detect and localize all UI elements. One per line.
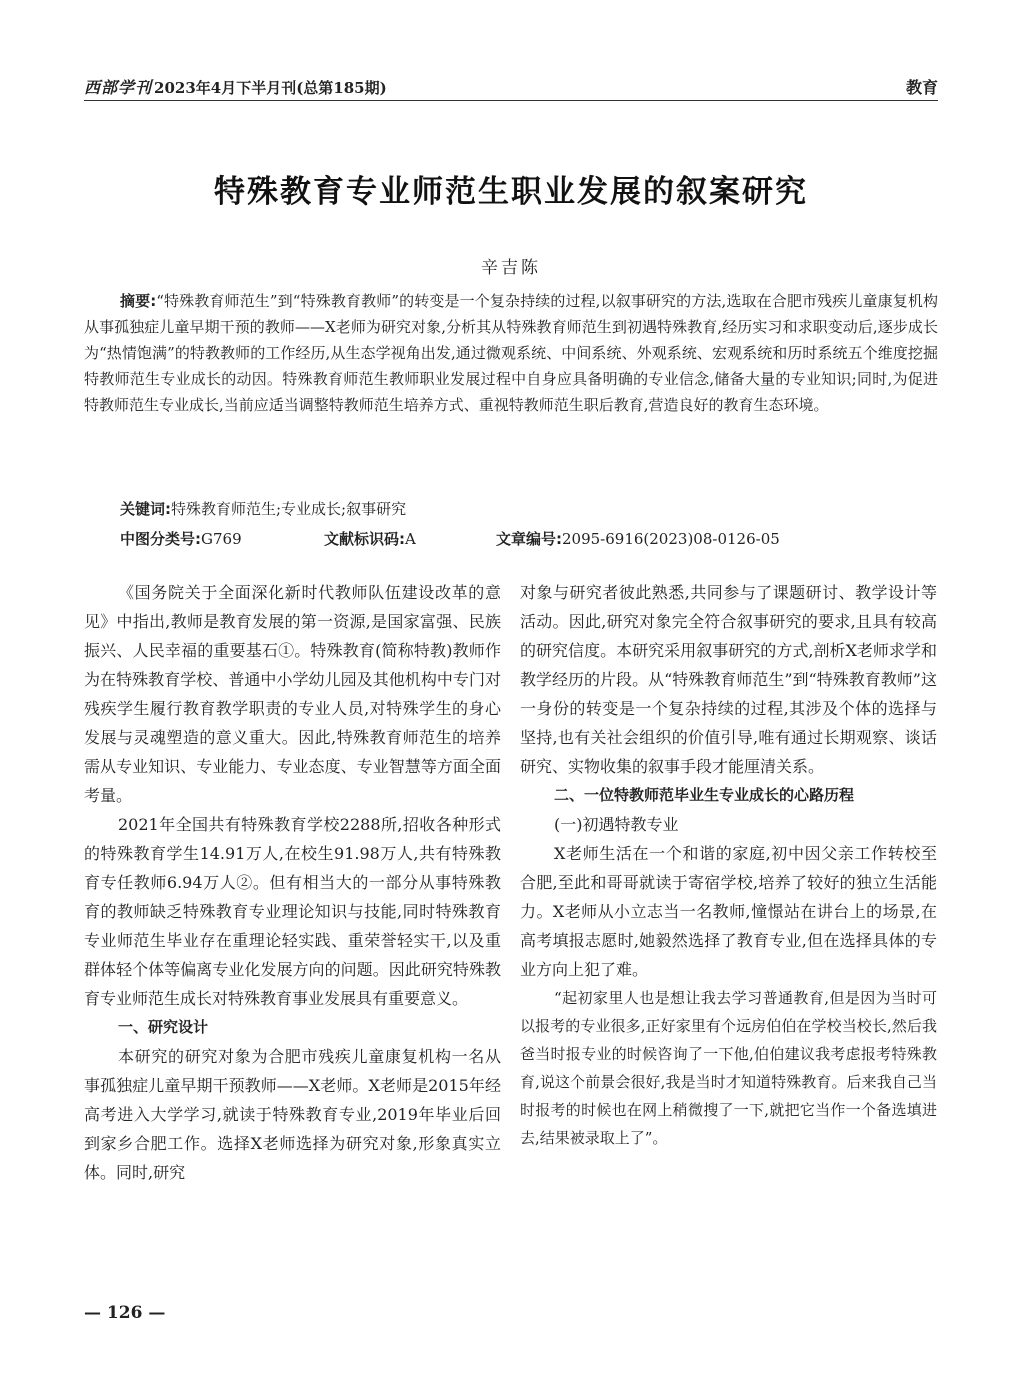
body-paragraph: 对象与研究者彼此熟悉,共同参与了课题研讨、教学设计等活动。因此,研究对象完全符合叙事研究的要求,且具有较高的研究信度。本研究采用叙事研究的方式,剖析X老师求学和教学经历的片段。从“特殊教育师范生”到“特殊教育教师”这一身份的转变是一个复杂持续的过程,其涉及个体的选择与坚持,也有关社会组织的价值引导,唯有通过长期观察、谈话研究、实物收集的叙事手段才能厘清关系。: [520, 583, 937, 776]
running-header: [84, 72, 938, 98]
issue-text: 2023年4月下半月刊(总第185期): [154, 79, 387, 97]
body-paragraph: X老师生活在一个和谐的家庭,初中因父亲工作转校至合肥,至此和哥哥就读于寄宿学校,培养了较好的独立生活能力。X老师从小立志当一名教师,憧憬站在讲台上的场景,在高考填报志愿时,她毅然选择了教育专业,但在选择具体的专业方向上犯了难。: [520, 844, 937, 979]
author-name: 辛吉陈: [481, 258, 541, 278]
subsection-heading: (一)初遇特教专业: [554, 815, 679, 834]
clc-code: 中图分类号:G769: [120, 530, 242, 548]
keywords: [120, 496, 406, 522]
abstract-label: 摘要:: [120, 292, 157, 310]
journal-logo: 西部学刊: [84, 78, 153, 97]
body-paragraph: 《国务院关于全面深化新时代教师队伍建设改革的意见》中指出,教师是教育发展的第一资源,是国家富强、民族振兴、人民幸福的重要基石①。特殊教育(简称特教)教师作为在特殊教育学校、普通中小学幼儿园及其他机构中专门对残疾学生履行教育教学职责的专业人员,对特殊学生的身心发展与灵魂塑造的意义重大。因此,特殊教育师范生的培养需从专业知识、专业能力、专业态度、专业智慧等方面全面考量。: [84, 583, 501, 805]
keywords-label: 关键词:: [120, 500, 171, 518]
body-paragraph: 2021年全国共有特殊教育学校2288所,招收各种形式的特殊教育学生14.91万人,在校生91.98万人,共有特殊教育专任教师6.94万人②。但有相当大的一部分从事特殊教育的教师缺乏特殊教育专业理论知识与技能,同时特殊教育专业师范生毕业存在重理论轻实践、重荣誉轻实干,以及重群体轻个体等偏离专业化发展方向的问题。因此研究特殊教育专业师范生成长对特殊教育事业发展具有重要意义。: [84, 815, 501, 1008]
header-divider: [84, 100, 938, 101]
section-heading: 二、一位特教师范毕业生专业成长的心路历程: [554, 786, 855, 804]
article-number: 文章编号:2095-6916(2023)08-0126-05: [496, 530, 780, 548]
left-column: [84, 578, 501, 1187]
section-heading: 一、研究设计: [118, 1018, 209, 1036]
article-title: 特殊教育专业师范生职业发展的叙案研究: [214, 174, 808, 210]
header-section: 教育: [905, 78, 938, 97]
keywords-text: 特殊教育师范生;专业成长;叙事研究: [171, 500, 407, 518]
abstract: [84, 288, 938, 418]
interview-quote: “起初家里人也是想让我去学习普通教育,但是因为当时可以报考的专业很多,正好家里有个远房伯伯在学校当校长,然后我爸当时报专业的时候咨询了一下他,伯伯建议我考虑报考特殊教育,说这个前景会很好,我是当时才知道特殊教育。后来我自己当时报考的时候也在网上稍微搜了一下,就把它当作一个备选填进去,结果被录取上了”。: [520, 989, 937, 1147]
document-code: 文献标识码:A: [324, 530, 416, 548]
right-column: [520, 578, 937, 1152]
page-number: — 126 —: [84, 1303, 166, 1323]
body-paragraph: 本研究的研究对象为合肥市残疾儿童康复机构一名从事孤独症儿童早期干预教师——X老师。X老师是2015年经高考进入大学学习,就读于特殊教育专业,2019年毕业后回到家乡合肥工作。选择X老师选择为研究对象,形象真实立体。同时,研究: [84, 1047, 501, 1182]
abstract-text: “特殊教育师范生”到“特殊教育教师”的转变是一个复杂持续的过程,以叙事研究的方法,选取在合肥市残疾儿童康复机构从事孤独症儿童早期干预的教师——X老师为研究对象,分析其从特殊教育师范生到初遇特殊教育,经历实习和求职变动后,逐步成长为“热情饱满”的特教教师的工作经历,从生态学视角出发,通过微观系统、中间系统、外观系统、宏观系统和历时系统五个维度挖掘特教师范生专业成长的动因。特殊教育师范生教师职业发展过程中自身应具备明确的专业信念,储备大量的专业知识;同时,为促进特教师范生专业成长,当前应适当调整特教师范生培养方式、重视特教师范生职后教育,营造良好的教育生态环境。: [84, 292, 939, 414]
header-issue-info: [84, 75, 387, 98]
